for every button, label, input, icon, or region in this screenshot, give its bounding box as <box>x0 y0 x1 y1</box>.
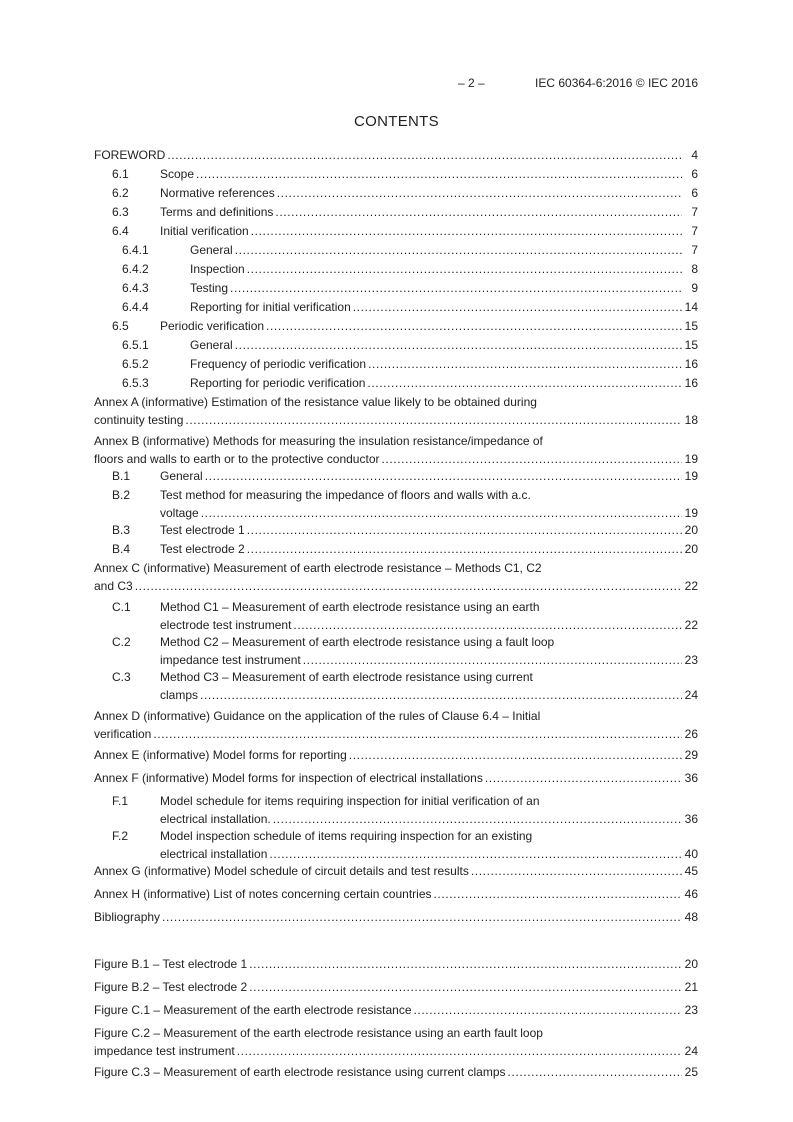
leader-dots <box>353 298 682 317</box>
toc-page-number: 22 <box>684 618 698 632</box>
leader-dots <box>235 336 682 355</box>
toc-entry-text: Annex D (informative) Guidance on the application of the rules of Clause 6.4 – Initial <box>94 709 541 723</box>
list-of-figures-entry-b-1[interactable] <box>94 955 698 974</box>
toc-entry-text-continued: electrode test instrument <box>160 618 292 632</box>
leader-dots <box>485 769 682 788</box>
toc-page-number: 7 <box>691 224 698 238</box>
toc-entry-number: 6.5.2 <box>122 357 149 371</box>
toc-entry-text: Bibliography <box>94 910 161 924</box>
toc-entry-6-5-3[interactable] <box>94 374 698 393</box>
toc-entry-text: Normative references <box>160 186 275 200</box>
toc-page-number: 26 <box>684 727 698 741</box>
leader-dots <box>185 412 682 428</box>
toc-page-number: 8 <box>691 262 698 276</box>
leader-dots <box>247 260 682 279</box>
toc-entry-6-5-1[interactable] <box>94 336 698 355</box>
toc-entry-text: Model schedule for items requiring inspection for initial verification of an <box>160 794 540 808</box>
toc-page-number: 22 <box>684 579 698 593</box>
toc-entry-c-2[interactable] <box>94 633 698 668</box>
toc-entry-c-1[interactable] <box>94 598 698 633</box>
page-title: CONTENTS <box>354 113 439 130</box>
toc-entry-text: Annex B (informative) Methods for measuring the insulation resistance/impedance of <box>94 434 543 448</box>
toc-entry-text: Annex G (informative) Model schedule of circuit details and test results <box>94 864 469 878</box>
leader-dots <box>368 355 682 374</box>
toc-page-number: 48 <box>684 910 698 924</box>
toc-page-number: 6 <box>691 186 698 200</box>
leader-dots <box>247 540 682 559</box>
leader-dots <box>205 467 682 486</box>
toc-entry-number: 6.3 <box>112 205 129 219</box>
toc-entry-6-4-4[interactable] <box>94 298 698 317</box>
leader-dots <box>273 811 682 827</box>
toc-entry-number: C.1 <box>112 600 131 614</box>
list-of-figures-entry-c-1[interactable] <box>94 1001 698 1020</box>
toc-entry-number: 6.5.3 <box>122 376 149 390</box>
toc-entry-b-2[interactable] <box>94 486 698 521</box>
toc-entry-annex-b[interactable] <box>94 432 698 467</box>
toc-entry-6-4-2[interactable] <box>94 260 698 279</box>
toc-entry-text-continued: electrical installation. <box>160 812 271 826</box>
leader-dots <box>249 978 682 997</box>
leader-dots <box>293 617 682 633</box>
leader-dots <box>349 746 682 765</box>
figure-entry-text: Figure C.2 – Measurement of the earth electrode resistance using an earth fault loop <box>94 1026 543 1040</box>
toc-page-number: 20 <box>684 523 698 537</box>
leader-dots <box>269 846 682 862</box>
toc-page-number: 19 <box>684 469 698 483</box>
toc-entry-text: Method C3 – Measurement of earth electrode resistance using current <box>160 670 533 684</box>
list-of-figures-entry-c-2[interactable] <box>94 1024 698 1059</box>
toc-entry-annex-d[interactable] <box>94 707 698 742</box>
toc-entry-annex-h[interactable] <box>94 885 698 904</box>
toc-page-number: 40 <box>684 847 698 861</box>
toc-entry-6-5[interactable] <box>94 317 698 336</box>
toc-entry-number: C.3 <box>112 670 131 684</box>
toc-entry-annex-f[interactable] <box>94 769 698 788</box>
toc-entry-6-4[interactable] <box>94 222 698 241</box>
toc-entry-text-continued: and C3 <box>94 579 133 593</box>
toc-entry-text: Annex A (informative) Estimation of the resistance value likely to be obtained during <box>94 395 537 409</box>
figure-entry-text: Figure B.1 – Test electrode 1 <box>94 957 248 971</box>
toc-entry-text: Periodic verification <box>160 319 265 333</box>
toc-entry-b-4[interactable] <box>94 540 698 559</box>
toc-entry-annex-g[interactable] <box>94 862 698 881</box>
toc-entry-f-1[interactable] <box>94 792 698 827</box>
toc-entry-6-3[interactable] <box>94 203 698 222</box>
toc-entry-text: Testing <box>190 281 229 295</box>
leader-dots <box>251 222 682 241</box>
toc-entry-number: 6.5.1 <box>122 338 149 352</box>
toc-entry-6-4-1[interactable] <box>94 241 698 260</box>
toc-entry-text-continued: verification <box>94 727 152 741</box>
leader-dots <box>247 521 682 540</box>
toc-entry-annex-a[interactable] <box>94 393 698 428</box>
toc-page-number: 29 <box>684 748 698 762</box>
toc-entry-text-continued: clamps <box>160 688 199 702</box>
toc-page-number: 45 <box>684 864 698 878</box>
leader-dots <box>266 317 682 336</box>
toc-page-number: 7 <box>691 243 698 257</box>
document-reference: IEC 60364-6:2016 © IEC 2016 <box>535 76 698 90</box>
toc-entry-text: Method C1 – Measurement of earth electrode resistance using an earth <box>160 600 540 614</box>
toc-entry-text: Scope <box>160 167 195 181</box>
toc-entry-text: Test method for measuring the impedance of floors and walls with a.c. <box>160 488 531 502</box>
toc-page-number: 20 <box>684 542 698 556</box>
toc-entry-6-5-2[interactable] <box>94 355 698 374</box>
toc-entry-number: B.3 <box>112 523 131 537</box>
toc-entry-number: B.1 <box>112 469 131 483</box>
toc-page-number: 23 <box>684 653 698 667</box>
leader-dots <box>135 578 682 594</box>
toc-entry-text: Frequency of periodic verification <box>190 357 367 371</box>
toc-page-number: 16 <box>684 357 698 371</box>
toc-entry-number: C.2 <box>112 635 131 649</box>
leader-dots <box>275 203 682 222</box>
figure-page-number: 25 <box>684 1065 698 1079</box>
toc-entry-text: Annex H (informative) List of notes concerning certain countries <box>94 887 432 901</box>
leader-dots <box>162 908 682 927</box>
figure-entry-text: Figure C.3 – Measurement of earth electrode resistance using current clamps <box>94 1065 506 1079</box>
toc-entry-number: F.2 <box>112 829 129 843</box>
toc-entry-f-2[interactable] <box>94 827 698 862</box>
leader-dots <box>382 451 683 467</box>
toc-page-number: 18 <box>684 413 698 427</box>
toc-entry-text-continued: voltage <box>160 506 199 520</box>
toc-entry-text: Annex F (informative) Model forms for inspection of electrical installations <box>94 771 483 785</box>
leader-dots <box>201 505 682 521</box>
toc-page-number: 24 <box>684 688 698 702</box>
toc-entry-text: General <box>190 243 233 257</box>
figure-page-number: 21 <box>684 980 698 994</box>
toc-entry-text-continued: impedance test instrument <box>160 653 301 667</box>
page-number: – 2 – <box>458 76 485 90</box>
toc-page-number: 46 <box>684 887 698 901</box>
toc-entry-b-1[interactable] <box>94 467 698 486</box>
toc-entry-text: Reporting for initial verification <box>190 300 351 314</box>
toc-entry-text: Test electrode 2 <box>160 542 245 556</box>
toc-entry-text-continued: floors and walls to earth or to the protective conductor <box>94 452 380 466</box>
toc-entry-text: Method C2 – Measurement of earth electrode resistance using a fault loop <box>160 635 555 649</box>
toc-entry-foreword[interactable] <box>94 146 698 165</box>
table-of-contents <box>94 146 698 1082</box>
toc-entry-number: 6.4.3 <box>122 281 149 295</box>
toc-entry-text: Initial verification <box>160 224 249 238</box>
list-of-figures-entry-b-2[interactable] <box>94 978 698 997</box>
toc-entry-number: B.2 <box>112 488 131 502</box>
toc-page-number: 14 <box>684 300 698 314</box>
toc-entry-annex-c[interactable] <box>94 559 698 594</box>
toc-entry-text: FOREWORD <box>94 148 166 162</box>
list-of-figures-entry-c-3[interactable] <box>94 1063 698 1082</box>
leader-dots <box>508 1063 682 1082</box>
toc-entry-text: Annex E (informative) Model forms for reporting <box>94 748 347 762</box>
page-header <box>94 76 698 92</box>
leader-dots <box>277 184 682 203</box>
toc-entry-text: Terms and definitions <box>160 205 274 219</box>
toc-entry-b-3[interactable] <box>94 521 698 540</box>
toc-entry-number: 6.2 <box>112 186 129 200</box>
leader-dots <box>237 1043 682 1059</box>
toc-entry-number: B.4 <box>112 542 131 556</box>
figure-entry-text: Figure B.2 – Test electrode 2 <box>94 980 248 994</box>
toc-entry-text: General <box>190 338 233 352</box>
toc-entry-c-3[interactable] <box>94 668 698 703</box>
toc-page-number: 4 <box>691 148 698 162</box>
toc-entry-annex-e[interactable] <box>94 746 698 765</box>
toc-entry-text: Model inspection schedule of items requiring inspection for an existing <box>160 829 533 843</box>
toc-entry-text: Inspection <box>190 262 245 276</box>
toc-entry-number: 6.5 <box>112 319 129 333</box>
toc-entry-number: 6.4 <box>112 224 129 238</box>
toc-entry-text: Annex C (informative) Measurement of earth electrode resistance – Methods C1, C2 <box>94 561 542 575</box>
leader-dots <box>471 862 682 881</box>
leader-dots <box>303 652 682 668</box>
toc-entry-number: 6.4.1 <box>122 243 149 257</box>
figure-page-number: 24 <box>684 1044 698 1058</box>
toc-page-number: 15 <box>684 338 698 352</box>
leader-dots <box>153 726 682 742</box>
toc-entry-6-1[interactable] <box>94 165 698 184</box>
toc-entry-text: General <box>160 469 203 483</box>
leader-dots <box>434 885 683 904</box>
leader-dots <box>414 1001 683 1020</box>
toc-page-number: 7 <box>691 205 698 219</box>
toc-page-number: 6 <box>691 167 698 181</box>
figure-entry-text: Figure C.1 – Measurement of the earth electrode resistance <box>94 1003 412 1017</box>
toc-page-number: 36 <box>684 771 698 785</box>
toc-entry-bibliography[interactable] <box>94 908 698 927</box>
toc-entry-6-4-3[interactable] <box>94 279 698 298</box>
toc-page-number: 9 <box>691 281 698 295</box>
toc-page-number: 19 <box>684 506 698 520</box>
toc-entry-number: 6.4.4 <box>122 300 149 314</box>
toc-page-number: 19 <box>684 452 698 466</box>
leader-dots <box>367 374 682 393</box>
toc-entry-text-continued: continuity testing <box>94 413 184 427</box>
leader-dots <box>230 279 682 298</box>
toc-entry-number: 6.4.2 <box>122 262 149 276</box>
toc-page-number: 16 <box>684 376 698 390</box>
toc-entry-number: 6.1 <box>112 167 129 181</box>
leader-dots <box>235 241 682 260</box>
leader-dots <box>167 146 682 165</box>
toc-page-number: 15 <box>684 319 698 333</box>
figure-page-number: 23 <box>684 1003 698 1017</box>
toc-page-number: 36 <box>684 812 698 826</box>
figure-entry-text-continued: impedance test instrument <box>94 1044 235 1058</box>
toc-entry-number: F.1 <box>112 794 129 808</box>
toc-entry-text: Reporting for periodic verification <box>190 376 366 390</box>
leader-dots <box>249 955 682 974</box>
toc-entry-text-continued: electrical installation <box>160 847 268 861</box>
leader-dots <box>200 687 682 703</box>
leader-dots <box>196 165 682 184</box>
toc-entry-text: Test electrode 1 <box>160 523 245 537</box>
figure-page-number: 20 <box>684 957 698 971</box>
toc-entry-6-2[interactable] <box>94 184 698 203</box>
